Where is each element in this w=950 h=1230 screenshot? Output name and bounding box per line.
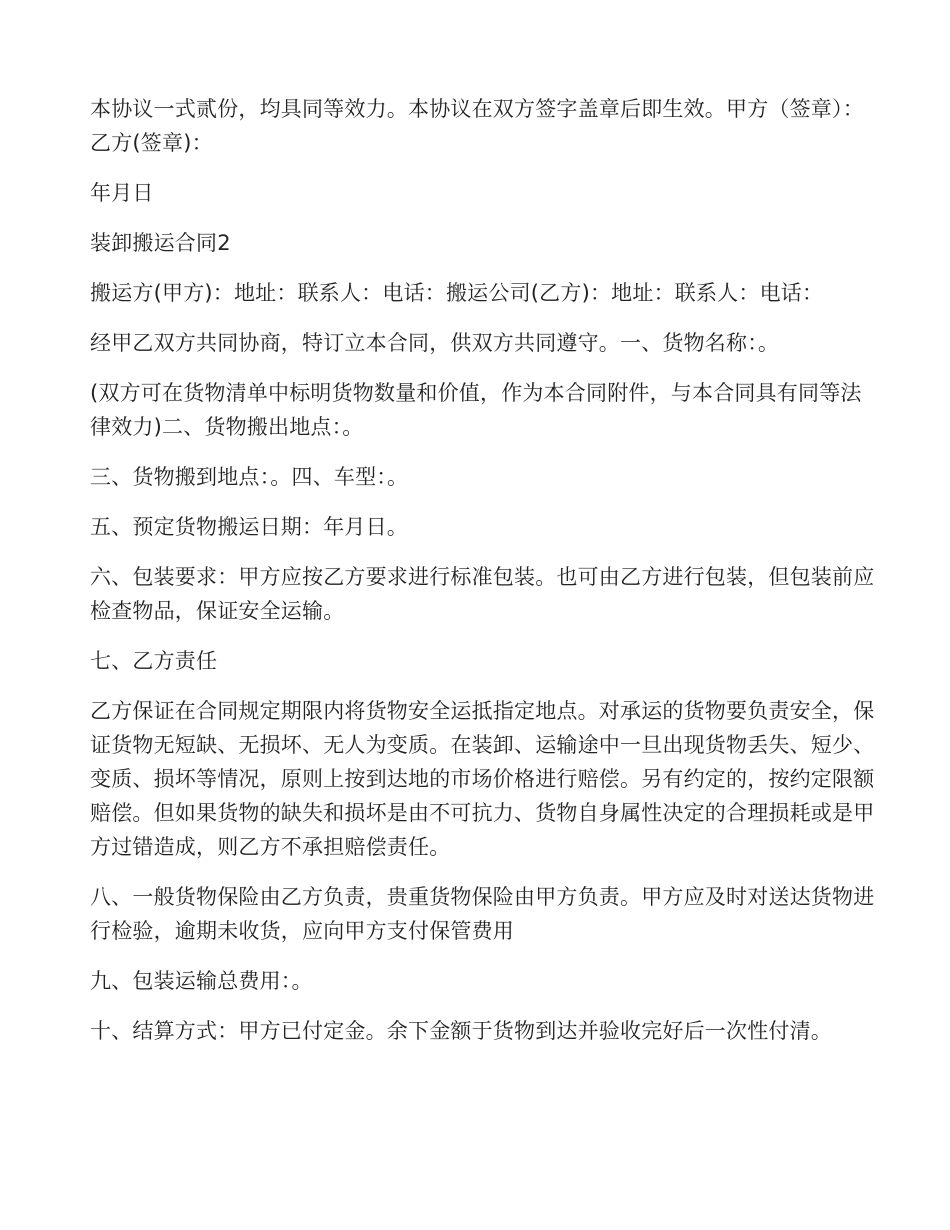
paragraph-packaging: 六、包装要求：甲方应按乙方要求进行标准包装。也可由乙方进行包装，但包装前应检查物品，保证安全运输。 [90,565,875,623]
paragraph-goods-name: 经甲乙双方共同协商，特订立本合同，供双方共同遵守。一、货物名称：。 [90,331,780,355]
paragraph-insurance: 八、一般货物保险由乙方负责，贵重货物保险由甲方负责。甲方应及时对送达货物进行检验，逾期未收货，应向甲方支付保管费用 [90,885,875,943]
contract-title: 装卸搬运合同2 [90,231,231,255]
paragraph-destination: 三、货物搬到地点：。四、车型：。 [90,465,409,489]
document-body [90,92,880,1064]
section-heading-party-b: 七、乙方责任 [90,649,218,673]
paragraph-date: 年月日 [90,181,154,205]
paragraph-settlement: 十、结算方式：甲方已付定金。余下金额于货物到达并验收完好后一次性付清。 [90,1019,832,1043]
paragraph-origin: (双方可在货物清单中标明货物数量和价值，作为本合同附件，与本合同具有同等法律效力)二、货物搬出地点：。 [90,381,862,439]
paragraph-parties: 搬运方(甲方)：地址：联系人：电话：搬运公司(乙方)：地址：联系人：电话： [90,281,824,305]
paragraph-total-cost: 九、包装运输总费用：。 [90,969,313,993]
paragraph-date-scheduled: 五、预定货物搬运日期：年月日。 [90,515,408,539]
paragraph-party-b-responsibility: 乙方保证在合同规定期限内将货物安全运抵指定地点。对承运的货物要负责安全，保证货物无短缺、无损坏、无人为变质。在装卸、运输途中一旦出现货物丢失、短少、变质、损坏等情况，原则上按到达地的市场价格进行赔偿。另有约定的，按约定限额赔偿。但如果货物的缺失和损坏是由不可抗力、货物自身属性决定的合理损耗或是甲方过错造成，则乙方不承担赔偿责任。 [90,699,875,859]
paragraph-signature-clause: 本协议一式贰份，均具同等效力。本协议在双方签字盖章后即生效。甲方（签章）：乙方(签章)： [90,97,864,155]
